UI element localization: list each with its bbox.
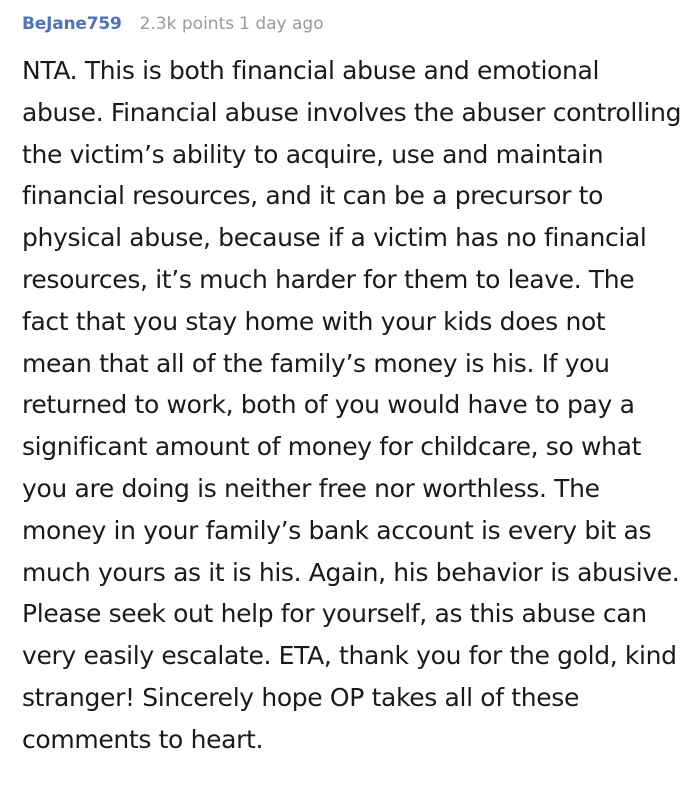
comment <box>22 14 682 761</box>
comment-age: 1 day ago <box>239 14 324 34</box>
comment-meta <box>140 14 324 34</box>
username-link[interactable]: BeJane759 <box>22 14 122 34</box>
comment-header <box>22 14 682 46</box>
comment-body: NTA. This is both financial abuse and emotional abuse. Financial abuse involves the abuser controlling the victim’s ability to acquire, use and maintain financial resources, and it can be a precursor to physical abuse, because if a victim has no financial resources, it’s much harder for them to leave. The fact that you stay home with your kids does not mean that all of the family’s money is his. If you returned to work, both of you would have to pay a significant amount of money for childcare, so what you are doing is neither free nor worthless. The money in your family’s bank account is every bit as much yours as it is his. Again, his behavior is abusive. Please seek out help for yourself, as this abuse can very easily escalate. ETA, thank you for the gold, kind stranger! Sincerely hope OP takes all of these comments to heart. <box>22 56 682 754</box>
points-count: 2.3k points <box>139 14 235 34</box>
